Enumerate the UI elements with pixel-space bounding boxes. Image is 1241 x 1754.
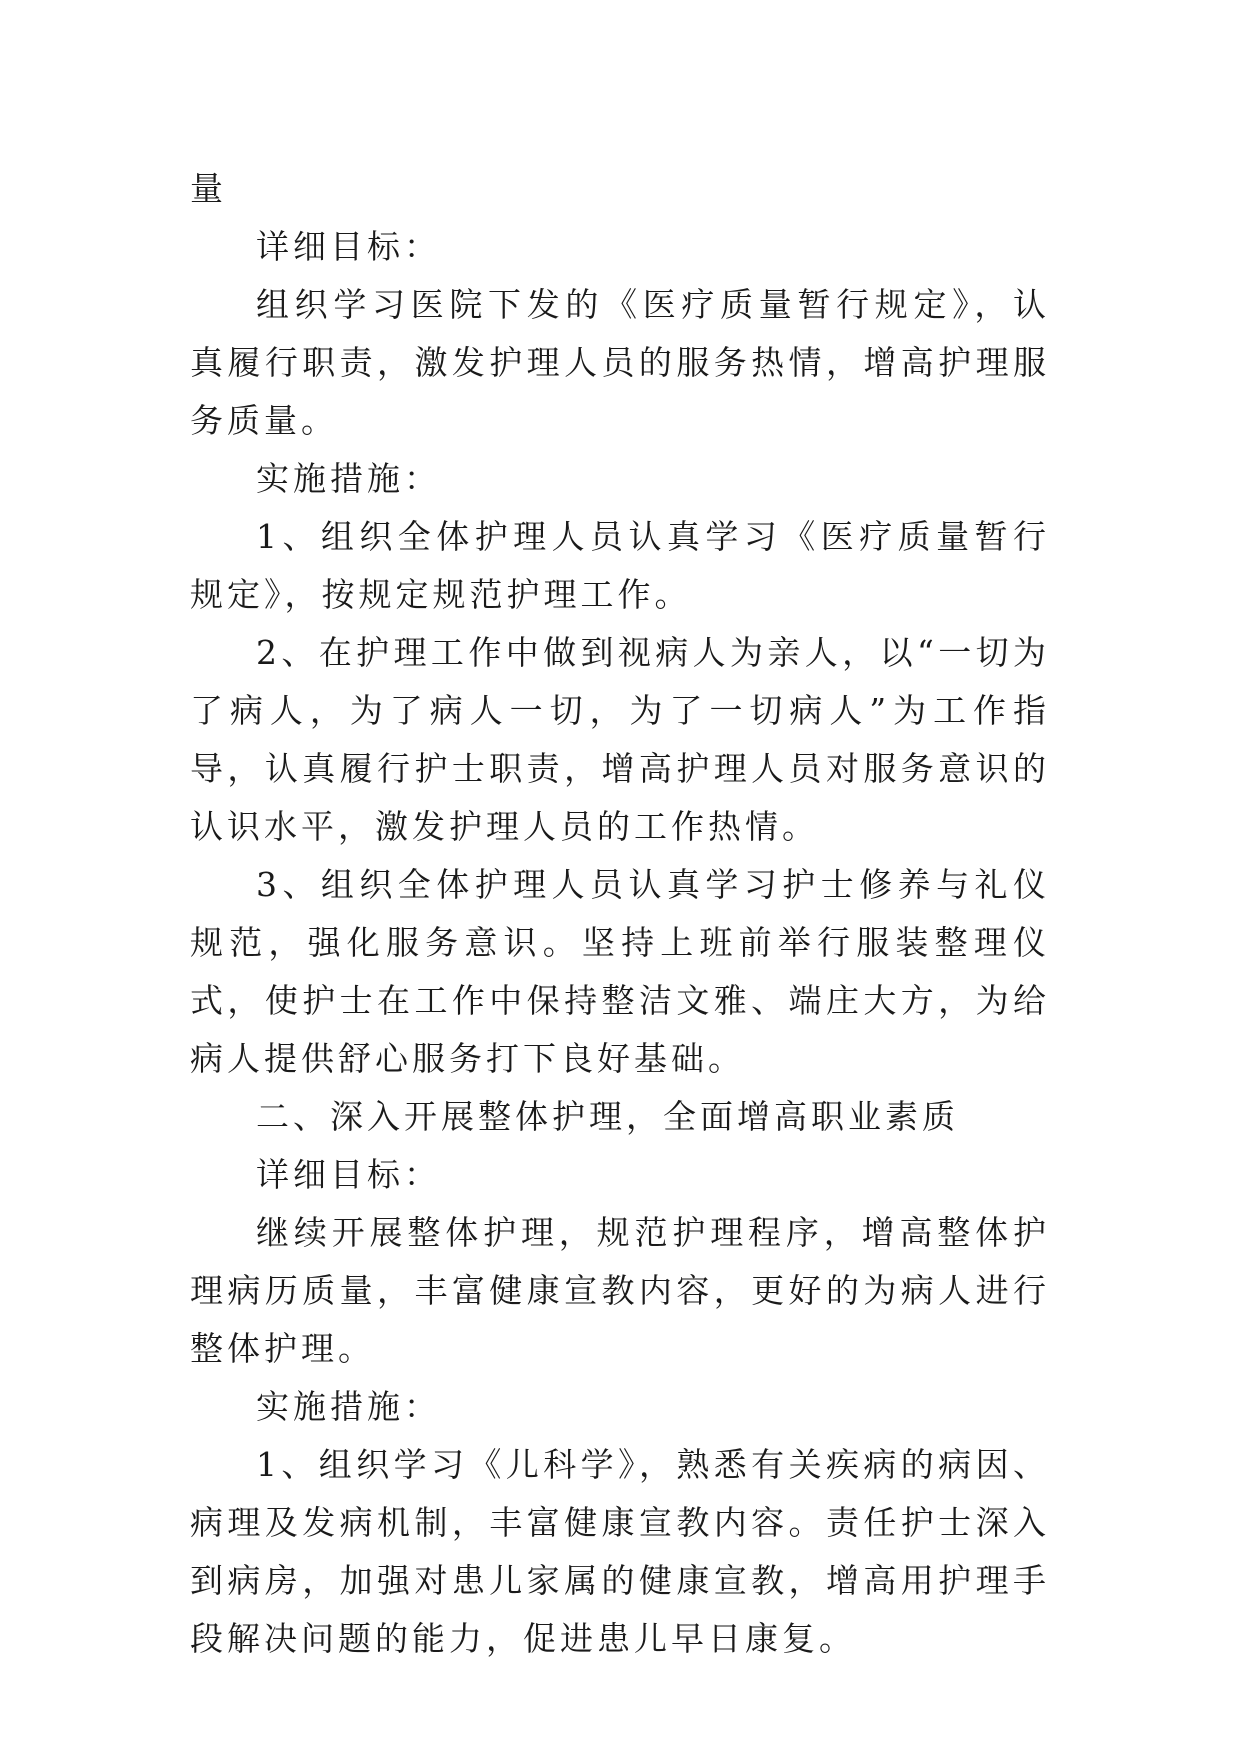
paragraph: 1、组织学习《儿科学》，熟悉有关疾病的病因、病理及发病机制，丰富健康宣教内容。责任护士深入到病房，加强对患儿家属的健康宣教，增高用护理手段解决问题的能力，促进患儿早日康复。: [190, 1445, 1050, 1658]
paragraph: 组织学习医院下发的《医疗质量暂行规定》，认真履行职责，激发护理人员的服务热情，增高护理服务质量。: [190, 285, 1050, 440]
paragraph: 3、组织全体护理人员认真学习护士修养与礼仪规范，强化服务意识。坚持上班前举行服装整理仪式，使护士在工作中保持整洁文雅、端庄大方，为给病人提供舒心服务打下良好基础。: [190, 865, 1050, 1078]
paragraph-goal-heading: 详细目标：: [256, 1155, 441, 1194]
document-body: [190, 160, 1050, 1668]
paragraph-measures-heading: 实施措施：: [256, 459, 441, 498]
paragraph-goal-heading: 详细目标：: [256, 227, 441, 266]
paragraph-continuation: 量: [190, 169, 227, 208]
paragraph-measures-heading: 实施措施：: [256, 1387, 441, 1426]
paragraph: 继续开展整体护理，规范护理程序，增高整体护理病历质量，丰富健康宣教内容，更好的为病人进行整体护理。: [190, 1213, 1050, 1368]
paragraph: 1、组织全体护理人员认真学习《医疗质量暂行规定》，按规定规范护理工作。: [190, 517, 1050, 614]
paragraph: 2、在护理工作中做到视病人为亲人，以“一切为了病人，为了病人一切，为了一切病人”为工作指导，认真履行护士职责，增高护理人员对服务意识的认识水平，激发护理人员的工作热情。: [190, 633, 1050, 846]
section-heading: 二、深入开展整体护理，全面增高职业素质: [256, 1097, 959, 1136]
